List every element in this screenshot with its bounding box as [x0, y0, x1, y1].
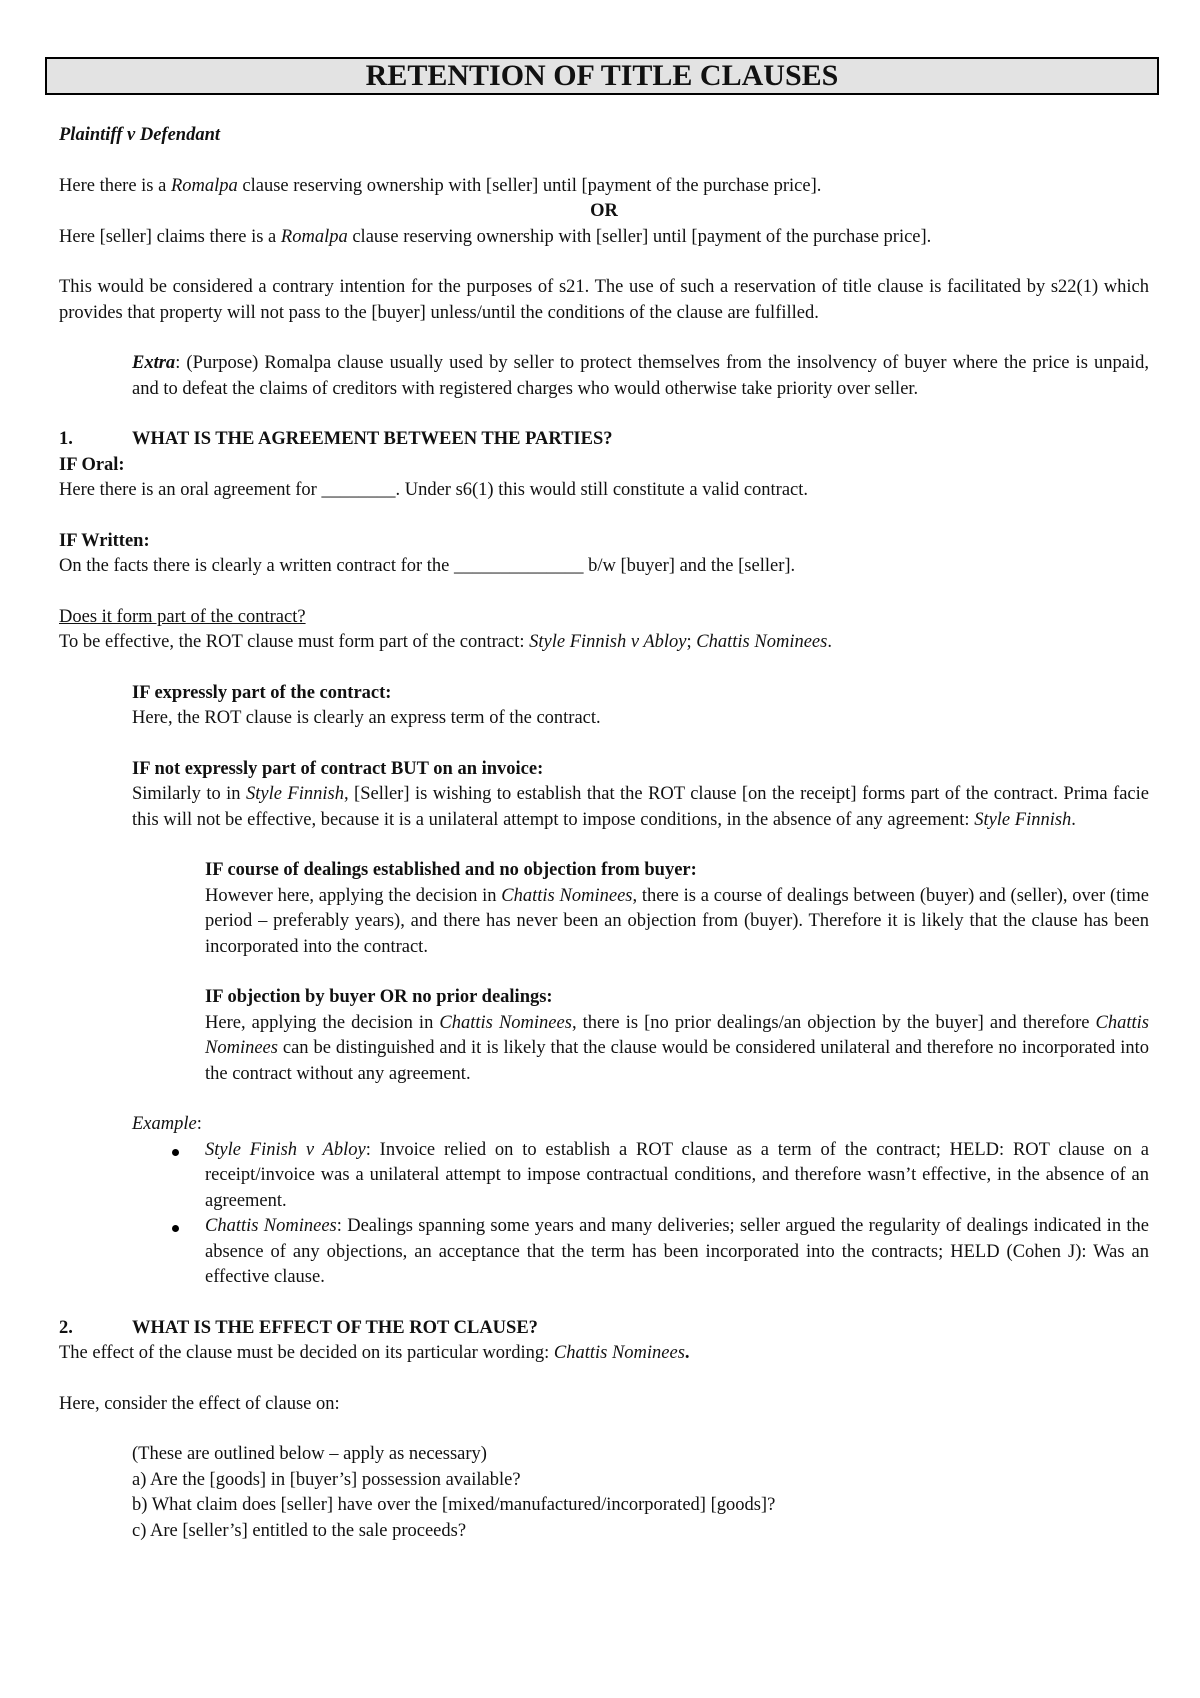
oral-heading: IF Oral:: [59, 454, 125, 475]
or-separator: OR: [590, 201, 618, 221]
bullet-icon: [172, 1149, 179, 1156]
contrary-intention-paragraph: This would be considered a contrary intention for the purposes of s21. The use of such a reservation of title clause is facilitated by s22(1) which provides that property will not pass to the [buyer] unless/until the conditions of the clause are fulfilled.: [59, 277, 1149, 323]
question-item: b) What claim does [seller] have over the [mixed/manufactured/incorporated] [goods]?: [132, 1495, 776, 1515]
case-name: Style Finnish: [246, 784, 344, 804]
express-heading: IF expressly part of the contract:: [132, 682, 392, 703]
form-part-heading: Does it form part of the contract?: [59, 606, 306, 627]
section-2-heading: 2. WHAT IS THE EFFECT OF THE ROT CLAUSE?: [59, 1317, 538, 1338]
case-name: Style Finish v Abloy: [205, 1139, 366, 1160]
case-name: Chattis Nominees: [439, 1012, 572, 1033]
written-heading: IF Written:: [59, 530, 150, 551]
intro-line-2: Here [seller] claims there is a Romalpa clause reserving ownership with [seller] until [payment of the purchase price].: [59, 226, 932, 247]
document-title: RETENTION OF TITLE CLAUSES: [45, 57, 1159, 95]
question-item: a) Are the [goods] in [buyer’s] possession available?: [132, 1469, 521, 1490]
case-name: Chattis Nominees: [205, 1012, 1150, 1058]
invoice-text: Similarly to in Style Finnish, [Seller] is wishing to establish that the ROT clause [on the receipt] forms part of the contract. Prima facie this will not be effective, because it is a unilateral attempt to impose conditions, in the absence of any agreement: Style Finnish.: [132, 784, 1149, 830]
objection-heading: IF objection by buyer OR no prior dealings:: [205, 987, 553, 1007]
extra-note: Extra: (Purpose) Romalpa clause usually used by seller to protect themselves from the insolvency of buyer where the price is unpaid, and to defeat the claims of creditors with registered charges who would otherwise take priority over seller.: [132, 353, 1149, 399]
written-text: On the facts there is clearly a written contract for the ______________ b/w [buyer] and the [seller].: [59, 556, 796, 576]
objection-text: Here, applying the decision in Chattis Nominees, there is [no prior dealings/an objection by the buyer] and therefore Chattis Nominees can be distinguished and it is likely that the clause would be considered unilateral and therefore no incorporated into the contract without any agreement.: [205, 1012, 1150, 1084]
invoice-heading: IF not expressly part of contract BUT on an invoice:: [132, 758, 544, 779]
case-name: Romalpa: [170, 175, 238, 196]
section-1-heading: 1. WHAT IS THE AGREEMENT BETWEEN THE PARTIES?: [59, 429, 613, 449]
example-label: Example:: [132, 1114, 202, 1134]
consider-text: Here, consider the effect of clause on:: [59, 1393, 340, 1414]
case-name: Chattis Nominees: [205, 1216, 337, 1236]
question-item: c) Are [seller’s] entitled to the sale proceeds?: [132, 1520, 467, 1541]
course-of-dealings-text: However here, applying the decision in Chattis Nominees, there is a course of dealings between (buyer) and (seller), over (time period – preferably years), and there has never been an objection from (buyer). Therefore it is likely that the clause has been incorporated into the contract.: [205, 885, 1149, 957]
express-text: Here, the ROT clause is clearly an express term of the contract.: [132, 708, 601, 728]
list-item: Style Finish v Abloy: Invoice relied on to establish a ROT clause as a term of the contract; HELD: ROT clause on a receipt/invoice was a unilateral attempt to impose contractual conditions, and therefore wasn’t effective, in the absence of an agreement.: [205, 1138, 1149, 1215]
extra-label: Extra: [132, 353, 176, 373]
intro-line-1: Here there is a Romalpa clause reserving ownership with [seller] until [payment of the purchase price].: [59, 175, 822, 196]
form-part-text: To be effective, the ROT clause must form part of the contract: Style Finnish v Abloy; Chattis Nominees.: [59, 632, 832, 652]
case-name: Style Finnish: [974, 809, 1072, 830]
oral-text: Here there is an oral agreement for ________. Under s6(1) this would still constitute a valid contract.: [59, 480, 809, 500]
case-name: Style Finnish v Abloy: [529, 632, 687, 652]
case-name: Romalpa: [280, 226, 348, 247]
parties-heading: Plaintiff v Defendant: [59, 125, 221, 145]
outline-note: (These are outlined below – apply as necessary): [132, 1444, 487, 1464]
case-name: Chattis Nominees: [501, 885, 633, 906]
case-name: Chattis Nominees: [553, 1343, 685, 1363]
case-name: Chattis Nominees: [696, 632, 828, 652]
effect-text: The effect of the clause must be decided on its particular wording: Chattis Nominees.: [59, 1343, 690, 1363]
bullet-icon: [172, 1225, 179, 1232]
course-of-dealings-heading: IF course of dealings established and no objection from buyer:: [205, 860, 697, 880]
example-list: [205, 1138, 1149, 1291]
list-item: Chattis Nominees: Dealings spanning some years and many deliveries; seller argued the regularity of dealings indicated in the absence of any objections, an acceptance that the term has been incorporated into the contracts; HELD (Cohen J): Was an effective clause.: [205, 1214, 1149, 1291]
